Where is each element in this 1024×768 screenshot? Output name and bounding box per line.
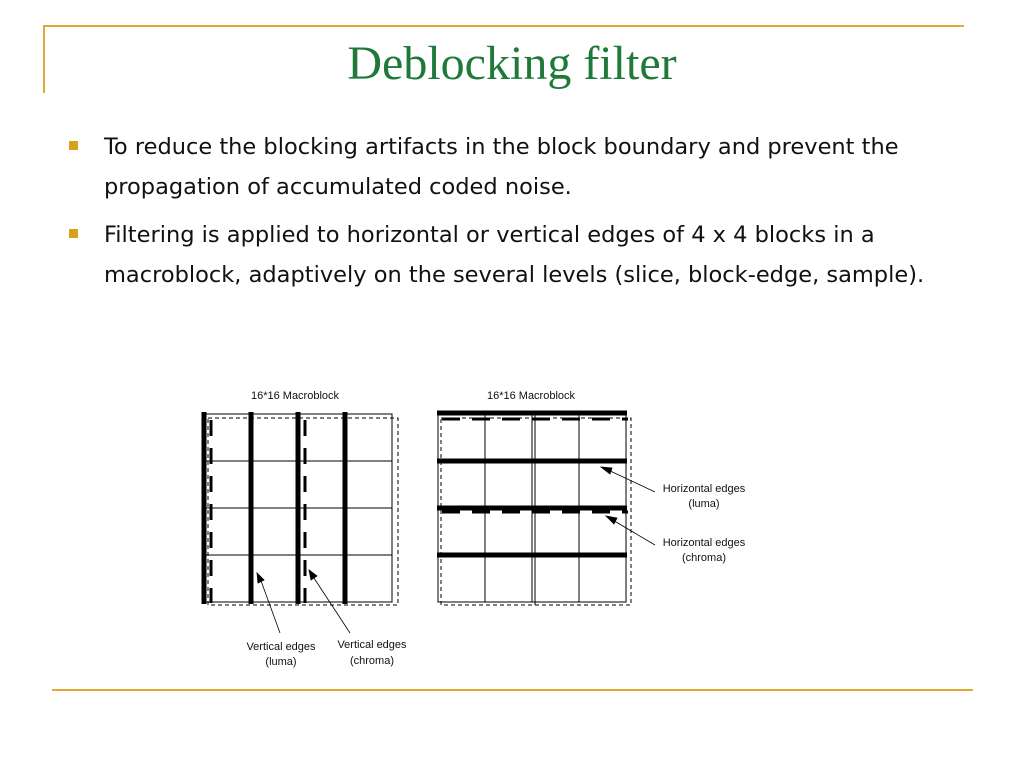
left-chroma-boundary <box>208 418 398 605</box>
horizontal-luma-label: Horizontal edges <box>662 483 746 495</box>
vertical-luma-label: Vertical edges <box>246 641 316 653</box>
bullet-text: Filtering is applied to horizontal or vertical edges of 4 x 4 blocks in a macroblock, adaptively on the several levels (slice, block-edge, sample). <box>104 222 925 288</box>
slide-title: Deblocking filter <box>347 37 677 90</box>
horizontal-luma-sublabel: (luma) <box>688 498 720 510</box>
left-macroblock <box>204 390 407 668</box>
right-macroblock-caption: 16*16 Macroblock <box>486 390 576 402</box>
right-macroblock <box>437 390 746 605</box>
vertical-chroma-sublabel: (chroma) <box>349 655 395 667</box>
bullet-text: To reduce the blocking artifacts in the block boundary and prevent the propagation of accumulated coded noise. <box>104 134 899 200</box>
horizontal-chroma-label: Horizontal edges <box>662 537 746 549</box>
left-macroblock-caption: 16*16 Macroblock <box>250 390 340 402</box>
horizontal-chroma-sublabel: (chroma) <box>681 552 727 564</box>
vertical-luma-sublabel: (luma) <box>265 656 297 668</box>
vertical-chroma-label: Vertical edges <box>337 639 407 651</box>
